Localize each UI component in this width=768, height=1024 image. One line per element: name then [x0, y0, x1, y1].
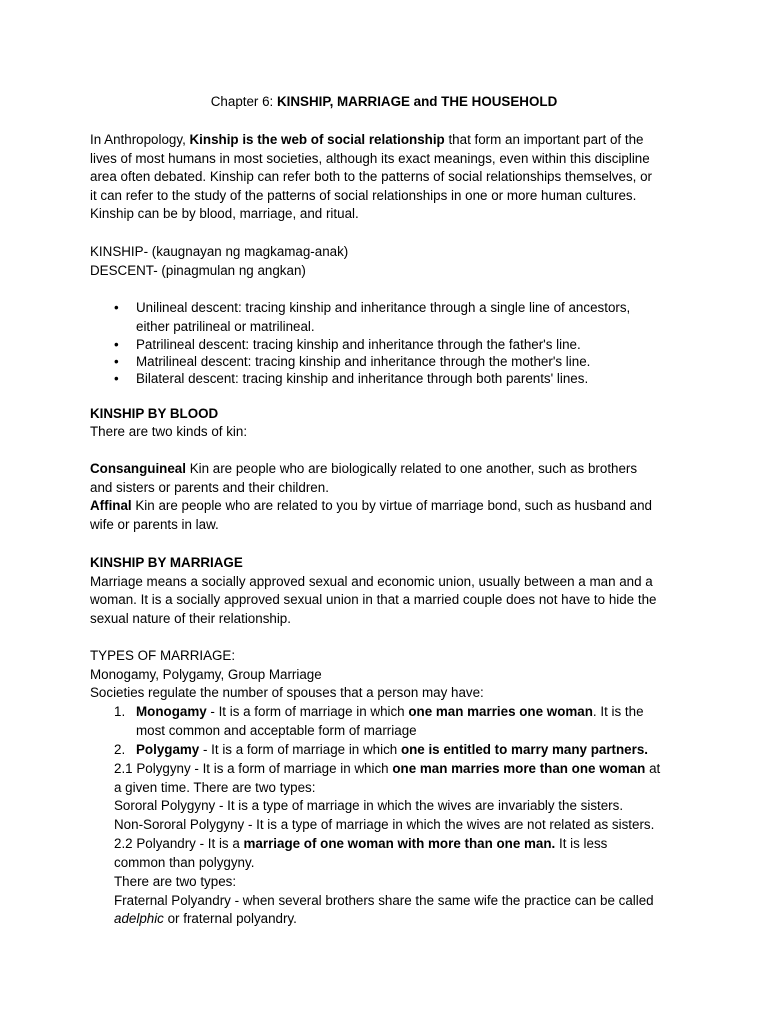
polyandry-line-1	[114, 837, 607, 850]
marriage-line-3: sexual nature of their relationship.	[90, 611, 291, 626]
fraternal-polyandry-line-1: Fraternal Polyandry - when several brothers share the same wife the practice can be called	[114, 893, 654, 908]
kinship-definition-bold: Kinship is the web of social relationship	[189, 132, 445, 147]
polygyny-bold: one man marries more than one woman	[392, 761, 646, 776]
bullet-marker: •	[114, 337, 119, 352]
intro-line-5: Kinship can be by blood, marriage, and ritual.	[90, 206, 359, 221]
fraternal-text: or fraternal polyandry.	[163, 911, 297, 926]
polygyny-line-2: a given time. There are two types:	[114, 780, 316, 795]
heading-text: KINSHIP BY MARRIAGE	[90, 555, 243, 570]
polyandry-text: It is less	[555, 836, 608, 851]
descent-definition: DESCENT- (pinagmulan ng angkan)	[90, 263, 306, 278]
title-prefix: Chapter 6:	[210, 94, 277, 109]
monogamy-term: Monogamy	[136, 704, 207, 719]
intro-line-3: area often debated. Kinship can refer both to the patterns of social relationships themselves, or	[90, 169, 652, 184]
intro-line-2: lives of most humans in most societies, although its exact meanings, even within this discipline	[90, 151, 650, 166]
affinal-term: Affinal	[90, 498, 132, 513]
marriage-line-2: woman. It is a socially approved sexual union in that a married couple does not have to hide the	[90, 592, 657, 607]
bullet-bilateral: Bilateral descent: tracing kinship and inheritance through both parents' lines.	[136, 371, 589, 386]
fraternal-polyandry-line-2	[114, 912, 297, 925]
list-number: 1.	[114, 704, 126, 719]
consanguineal-term: Consanguineal	[90, 461, 186, 476]
heading-kinship-by-blood	[90, 407, 218, 420]
title-bold: KINSHIP, MARRIAGE and THE HOUSEHOLD	[277, 94, 558, 109]
marriage-line-1: Marriage means a socially approved sexual and economic union, usually between a man and a	[90, 574, 653, 589]
polygyny-line-1	[114, 762, 660, 775]
types-heading: TYPES OF MARRIAGE:	[90, 648, 236, 663]
heading-text: KINSHIP BY BLOOD	[90, 406, 219, 421]
polygamy-term: Polygamy	[136, 742, 200, 757]
intro-line-4: it can refer to the study of the patterns of social relationships in one or more human cultures.	[90, 188, 637, 203]
kinship-definition: KINSHIP- (kaugnayan ng magkamag-anak)	[90, 244, 349, 259]
consanguineal-text: Kin are people who are biologically related to one another, such as brothers	[185, 461, 638, 476]
bullet-marker: •	[114, 354, 119, 369]
heading-kinship-by-marriage	[90, 556, 243, 569]
bullet-patrilineal: Patrilineal descent: tracing kinship and inheritance through the father's line.	[136, 337, 581, 352]
bullet-marker: •	[114, 371, 119, 386]
monogamy-line-2: most common and acceptable form of marriage	[136, 723, 417, 738]
list-number: 2.	[114, 742, 126, 757]
affinal-line-2: wife or parents in law.	[90, 517, 219, 532]
polygamy-line	[136, 743, 648, 756]
sororal-polygyny: Sororal Polygyny - It is a type of marriage in which the wives are invariably the sisters.	[114, 798, 624, 813]
types-intro: Societies regulate the number of spouses that a person may have:	[90, 685, 484, 700]
monogamy-line-1	[136, 705, 644, 718]
consanguineal-line-1	[90, 462, 637, 475]
adelphic-term: adelphic	[114, 911, 164, 926]
intro-line-1	[90, 133, 643, 146]
monogamy-text: . It is the	[592, 704, 644, 719]
bullet-unilineal: Unilineal descent: tracing kinship and inheritance through a single line of ancestors,	[136, 300, 631, 315]
bullet-marker: •	[114, 300, 119, 315]
bullet-unilineal-cont: either patrilineal or matrilineal.	[136, 319, 315, 334]
monogamy-text: - It is a form of marriage in which	[206, 704, 409, 719]
polyandry-types: There are two types:	[114, 874, 237, 889]
polyandry-text: 2.2 Polyandry - It is a	[114, 836, 244, 851]
polygyny-text: 2.1 Polygyny - It is a form of marriage in which	[114, 761, 393, 776]
consanguineal-line-2: and sisters or parents and their children.	[90, 480, 329, 495]
affinal-text: Kin are people who are related to you by virtue of marriage bond, such as husband and	[131, 498, 652, 513]
non-sororal-polygyny: Non-Sororal Polygyny - It is a type of marriage in which the wives are not related as sisters.	[114, 817, 655, 832]
blood-intro: There are two kinds of kin:	[90, 424, 248, 439]
polygyny-text: at	[645, 761, 661, 776]
polygamy-bold: one is entitled to marry many partners.	[400, 742, 648, 757]
polygamy-text: - It is a form of marriage in which	[199, 742, 401, 757]
polyandry-line-2: common than polygyny.	[114, 855, 255, 870]
monogamy-bold: one man marries one woman	[408, 704, 593, 719]
intro-text: In Anthropology,	[90, 132, 190, 147]
intro-text: that form an important part of the	[444, 132, 644, 147]
affinal-line-1	[90, 499, 652, 512]
bullet-matrilineal: Matrilineal descent: tracing kinship and inheritance through the mother's line.	[136, 354, 591, 369]
polyandry-bold: marriage of one woman with more than one man.	[243, 836, 556, 851]
page-title	[0, 95, 768, 108]
types-list: Monogamy, Polygamy, Group Marriage	[90, 667, 322, 682]
